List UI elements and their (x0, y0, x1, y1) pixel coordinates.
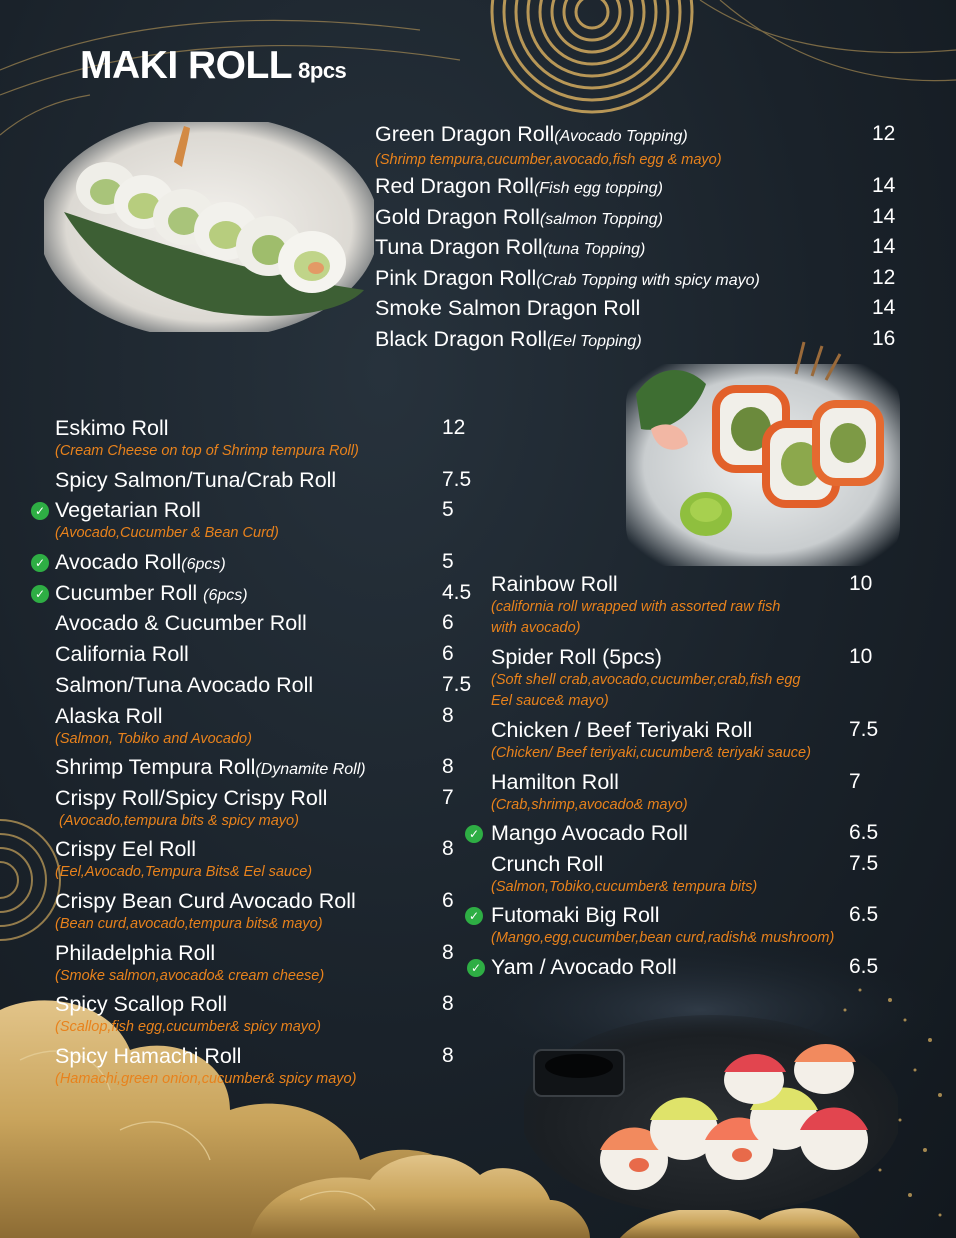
menu-item (34, 549, 475, 578)
item-name: Spicy Salmon/Tuna/Crab Roll (55, 468, 337, 492)
item-name: Spider Roll (5pcs) (491, 645, 662, 669)
item-name: Mango Avocado Roll (491, 821, 688, 845)
item-name: Avocado Roll(6pcs) (55, 550, 226, 574)
item-description: (Avocado,tempura bits & spicy mayo) (55, 813, 299, 829)
item-description: (Mango,egg,cucumber,bean curd,radish& mushroom) (491, 930, 835, 946)
item-price: 7 (849, 770, 861, 793)
item-price: 10 (849, 572, 873, 595)
item-price: 12 (442, 416, 466, 439)
item-description: (Smoke salmon,avocado& cream cheese) (55, 968, 325, 984)
item-description-line2: Eel sauce& mayo) (491, 693, 609, 709)
item-description: (Hamachi,green onion,cucumber& spicy mayo) (55, 1071, 357, 1087)
item-name: Philadelphia Roll (55, 941, 216, 965)
item-name: Rainbow Roll (491, 572, 618, 596)
menu-item (55, 641, 475, 667)
item-price: 16 (872, 327, 896, 350)
item-name: Gold Dragon Roll(salmon Topping) (375, 205, 663, 229)
item-note: (6pcs) (203, 587, 248, 604)
item-price: 6.5 (849, 955, 879, 978)
item-note: (Fish egg topping) (533, 180, 663, 197)
menu-item (34, 580, 475, 609)
menu-item (55, 1043, 475, 1090)
item-price: 12 (872, 122, 896, 145)
shrimp-tempura-roll-photo (44, 122, 374, 332)
menu-item (491, 717, 891, 764)
item-name: Crispy Roll/Spicy Crispy Roll (55, 786, 328, 810)
menu-item (375, 204, 898, 233)
menu-item (34, 497, 475, 544)
menu-item (55, 467, 475, 493)
menu-item (375, 295, 898, 321)
item-price: 14 (872, 205, 896, 228)
vegetarian-check-icon: ✓ (467, 959, 485, 977)
item-name: Chicken / Beef Teriyaki Roll (491, 718, 753, 742)
dragon-roll-photo (626, 334, 900, 566)
item-name: Green Dragon Roll(Avocado Topping) (375, 122, 688, 146)
menu-item (55, 888, 475, 935)
item-price: 7.5 (442, 468, 472, 491)
menu-item (375, 326, 898, 355)
item-description-line2: with avocado) (491, 620, 581, 636)
item-price: 6 (442, 611, 454, 634)
menu-item (55, 836, 475, 883)
menu-item (55, 754, 475, 783)
item-price: 14 (872, 235, 896, 258)
item-note: (Avocado Topping) (554, 128, 688, 145)
item-description: (Avocado,Cucumber & Bean Curd) (55, 525, 279, 541)
menu-item (375, 265, 898, 294)
item-price: 6 (442, 889, 454, 912)
item-name: Cucumber Roll (6pcs) (55, 581, 248, 605)
menu-title (80, 44, 346, 88)
menu-item (55, 940, 475, 987)
menu-item (491, 644, 891, 712)
menu-item (491, 769, 891, 816)
item-description: (california roll wrapped with assorted raw fish (491, 599, 781, 615)
item-name: Spicy Scallop Roll (55, 992, 228, 1016)
item-description: (Shrimp tempura,cucumber,avocado,fish egg & mayo) (375, 152, 722, 168)
item-name: Pink Dragon Roll(Crab Topping with spicy mayo) (375, 266, 760, 290)
item-name: Spicy Hamachi Roll (55, 1044, 242, 1068)
item-note: (salmon Topping) (539, 211, 663, 228)
menu-item (55, 991, 475, 1038)
item-description: (Chicken/ Beef teriyaki,cucumber& teriyaki sauce) (491, 745, 811, 761)
item-name: Crunch Roll (491, 852, 604, 876)
item-price: 10 (849, 645, 873, 668)
item-name: Yam / Avocado Roll (491, 955, 677, 979)
item-note: (Eel Topping) (547, 333, 642, 350)
menu-item (491, 851, 891, 898)
menu-item (375, 121, 898, 171)
item-price: 8 (442, 941, 454, 964)
item-name: Alaska Roll (55, 704, 163, 728)
item-name: Crispy Eel Roll (55, 837, 196, 861)
item-note: (Crab Topping with spicy mayo) (536, 272, 760, 289)
item-price: 4.5 (442, 581, 472, 604)
menu-item (55, 672, 475, 698)
menu-item (375, 173, 898, 202)
item-name: Avocado & Cucumber Roll (55, 611, 307, 635)
menu-item (470, 954, 891, 980)
item-name: Hamilton Roll (491, 770, 619, 794)
item-name: Red Dragon Roll(Fish egg topping) (375, 174, 663, 198)
item-price: 7.5 (849, 718, 879, 741)
item-name: Crispy Bean Curd Avocado Roll (55, 889, 356, 913)
item-description: (Salmon,Tobiko,cucumber& tempura bits) (491, 879, 758, 895)
item-note: (6pcs) (181, 556, 226, 573)
item-price: 8 (442, 837, 454, 860)
item-description: (Eel,Avocado,Tempura Bits& Eel sauce) (55, 864, 313, 880)
item-price: 7.5 (849, 852, 879, 875)
vegetarian-check-icon: ✓ (31, 554, 49, 572)
menu-item (468, 902, 891, 949)
menu-item (491, 571, 891, 639)
item-price: 14 (872, 296, 896, 319)
item-name: California Roll (55, 642, 189, 666)
item-price: 5 (442, 550, 454, 573)
item-price: 6.5 (849, 903, 879, 926)
menu-item (55, 610, 475, 636)
vegetarian-check-icon: ✓ (31, 585, 49, 603)
item-description: (Soft shell crab,avocado,cucumber,crab,fish egg (491, 672, 801, 688)
item-description: (Scallop,fish egg,cucumber& spicy mayo) (55, 1019, 321, 1035)
item-name: Eskimo Roll (55, 416, 169, 440)
item-price: 8 (442, 755, 454, 778)
vegetarian-check-icon: ✓ (465, 907, 483, 925)
rainbow-roll-photo (524, 1010, 898, 1210)
item-name: Salmon/Tuna Avocado Roll (55, 673, 314, 697)
vegetarian-check-icon: ✓ (465, 825, 483, 843)
item-price: 7 (442, 786, 454, 809)
item-name: Tuna Dragon Roll(tuna Topping) (375, 235, 646, 259)
menu-item (55, 703, 475, 750)
item-name: Vegetarian Roll (55, 498, 201, 522)
menu-item (468, 820, 891, 846)
item-price: 6 (442, 642, 454, 665)
menu-item (55, 785, 475, 832)
item-name: Smoke Salmon Dragon Roll (375, 296, 641, 320)
vegetarian-check-icon: ✓ (31, 502, 49, 520)
item-price: 6.5 (849, 821, 879, 844)
menu-item (375, 234, 898, 263)
item-description: (Salmon, Tobiko and Avocado) (55, 731, 252, 747)
item-price: 8 (442, 1044, 454, 1067)
item-note: (Dynamite Roll) (255, 761, 366, 778)
menu-item (55, 415, 475, 462)
item-price: 5 (442, 498, 454, 521)
item-name: Futomaki Big Roll (491, 903, 660, 927)
item-price: 12 (872, 266, 896, 289)
item-price: 8 (442, 704, 454, 727)
title-sub: 8pcs (298, 58, 347, 83)
item-name: Black Dragon Roll(Eel Topping) (375, 327, 642, 351)
title-main: MAKI ROLL (80, 44, 293, 87)
item-price: 8 (442, 992, 454, 1015)
item-price: 7.5 (442, 673, 472, 696)
item-description: (Cream Cheese on top of Shrimp tempura Roll) (55, 443, 359, 459)
item-description: (Bean curd,avocado,tempura bits& mayo) (55, 916, 323, 932)
item-name: Shrimp Tempura Roll(Dynamite Roll) (55, 755, 366, 779)
item-description: (Crab,shrimp,avocado& mayo) (491, 797, 688, 813)
item-price: 14 (872, 174, 896, 197)
item-note: (tuna Topping) (542, 241, 646, 258)
